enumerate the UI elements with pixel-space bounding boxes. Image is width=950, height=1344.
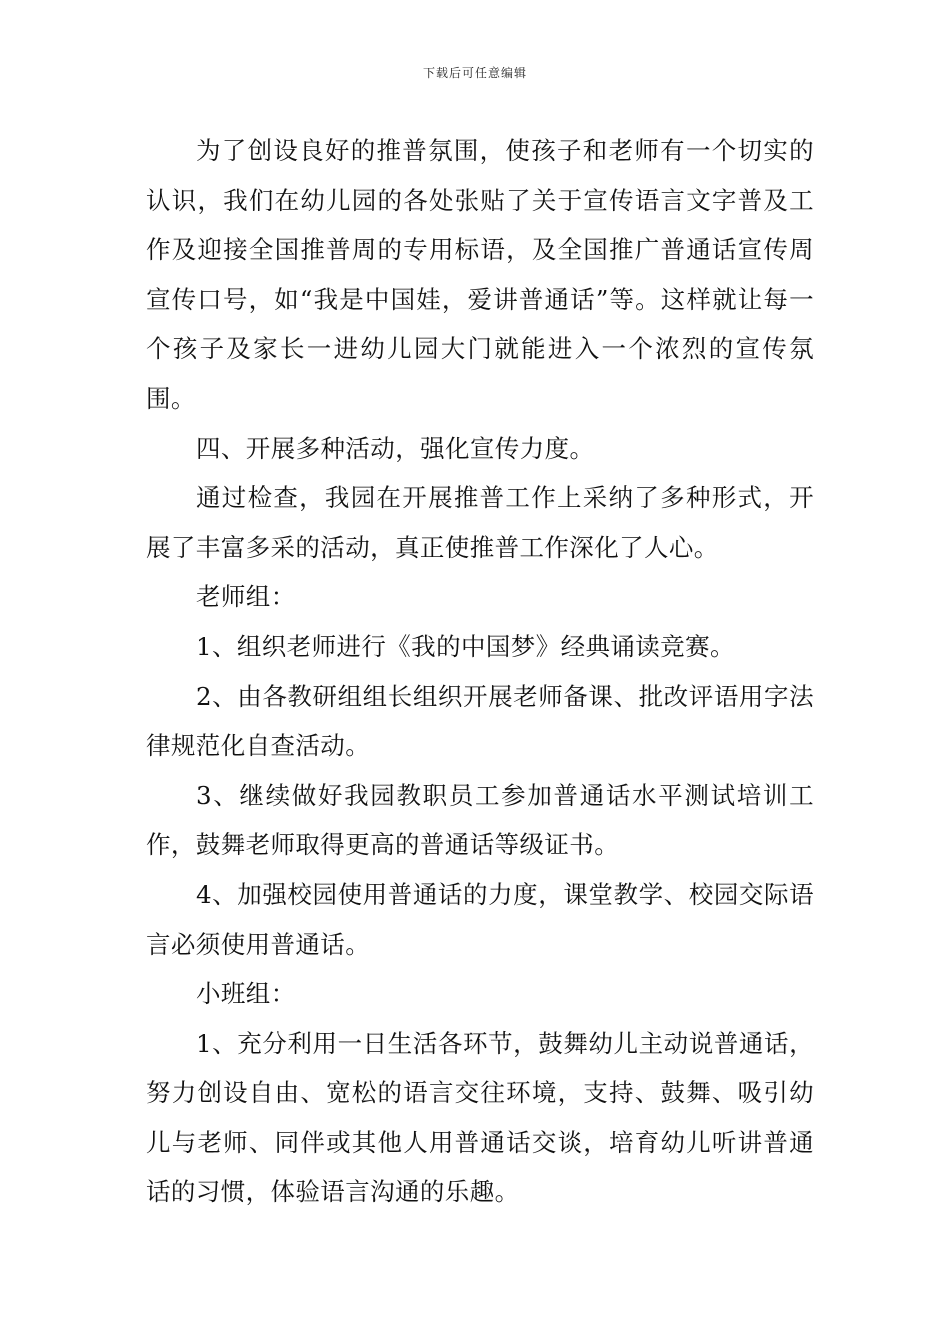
document-body — [146, 126, 814, 1217]
group-heading: 小班组： — [196, 979, 296, 1009]
page-header: 下载后可任意编辑 — [422, 66, 527, 80]
paragraph: 通过检查，我园在开展推普工作上采纳了多种形式，开展了丰富多采的活动，真正使推普工作深化了人心。 — [146, 483, 814, 562]
paragraph: 为了创设良好的推普氛围，使孩子和老师有一个切实的认识，我们在幼儿园的各处张贴了关于宣传语言文字普及工作及迎接全国推普周的专用标语，及全国推广普通话宣传周宣传口号，如“我是中国娃，爱讲普通话”等。这样就让每一个孩子及家长一进幼儿园大门就能进入一个浓烈的宣传氛围。 — [146, 136, 814, 413]
list-item: 2、由各教研组组长组织开展老师备课、批改评语用字法律规范化自查活动。 — [146, 681, 814, 761]
list-item: 3、继续做好我园教职员工参加普通话水平测试培训工作，鼓舞老师取得更高的普通话等级证书。 — [146, 780, 814, 860]
list-item: 1、组织老师进行《我的中国梦》经典诵读竞赛。 — [196, 631, 735, 661]
group-heading: 老师组： — [196, 582, 296, 612]
section-heading: 四、开展多种活动，强化宣传力度。 — [196, 433, 595, 463]
list-item: 1、充分利用一日生活各环节，鼓舞幼儿主动说普通话，努力创设自由、宽松的语言交往环境，支持、鼓舞、吸引幼儿与老师、同伴或其他人用普通话交谈，培育幼儿听讲普通话的习惯，体验语言沟通的乐趣。 — [146, 1028, 814, 1207]
list-item: 4、加强校园使用普通话的力度，课堂教学、校园交际语言必须使用普通话。 — [146, 879, 814, 959]
